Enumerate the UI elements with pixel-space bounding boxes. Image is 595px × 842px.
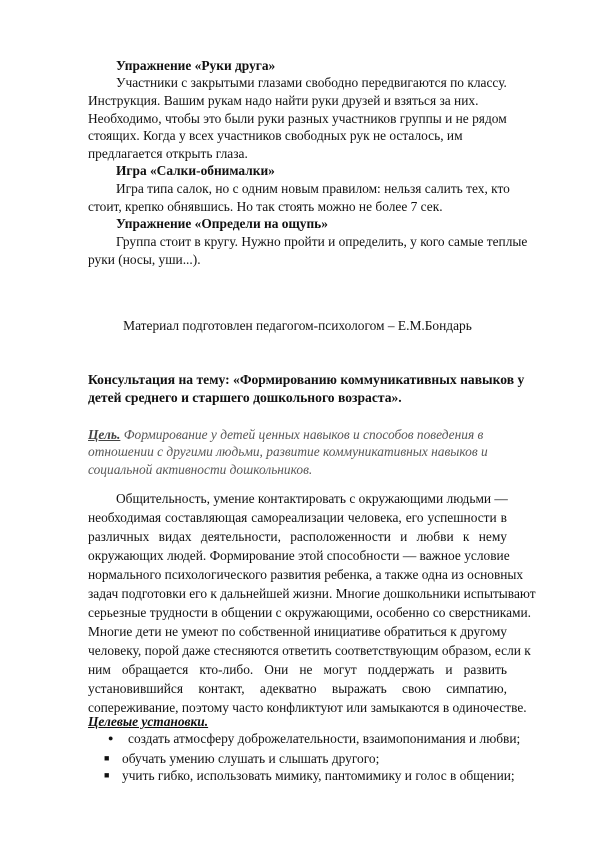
- goal-line: [88, 426, 483, 443]
- goal-line: отношении с другими людьми, развитие коммуникативных навыков и: [88, 444, 488, 459]
- consultation-title: детей среднего и старшего дошкольного возраста».: [88, 390, 402, 405]
- paragraph-line: серьезные трудности в общении с окружающими, особенно со сверстниками.: [88, 605, 532, 620]
- text-line: предлагается открыть глаза.: [88, 146, 248, 161]
- bullet-icon: ■: [104, 753, 110, 763]
- paragraph-line: сопереживание, поэтому часто конфликтуют или замыкаются в одиночестве.: [88, 700, 527, 715]
- paragraph-line: нормального психологического развития ребенка, а также одна из основных: [88, 567, 524, 582]
- text-line: стоящих. Когда у всех участников свободных рук не осталось, им: [88, 128, 463, 143]
- consultation-title: Консультация на тему: «Формированию коммуникативных навыков у: [88, 372, 525, 387]
- paragraph-line: Многие дети не умеют по собственной инициативе обратиться к другому: [88, 624, 507, 639]
- list-item: создать атмосферу доброжелательности, взаимопонимания и любви;: [128, 731, 521, 746]
- paragraph-line: ним обращается кто-либо. Они не могут поддержать и развить: [88, 662, 507, 677]
- text-line: стоит, крепко обнявшись. Но так стоять можно не более 7 сек.: [88, 199, 443, 214]
- paragraph-line: различных видах деятельности, расположенности и любви к нему: [88, 529, 507, 544]
- text-line: Необходимо, чтобы это были руки разных участников группы и не рядом: [88, 111, 507, 126]
- text-line: Участники с закрытыми глазами свободно передвигаются по классу.: [116, 75, 507, 90]
- targets-title: Целевые установки.: [88, 714, 209, 729]
- goal-text: Формирование у детей ценных навыков и способов поведения в: [123, 427, 484, 442]
- text-line: Группа стоит в кругу. Нужно пройти и определить, у кого самые теплые: [116, 234, 528, 249]
- bullet-icon: ●: [108, 733, 114, 743]
- exercise-title-hands: Упражнение «Руки друга»: [116, 58, 276, 73]
- list-item: обучать умению слушать и слышать другого;: [122, 751, 380, 766]
- text-line: руки (носы, уши...).: [88, 252, 201, 267]
- bullet-icon: ■: [104, 770, 110, 780]
- paragraph-line: Общительность, умение контактировать с окружающими людьми —: [116, 491, 508, 506]
- game-title: Игра «Салки-обнималки»: [116, 163, 275, 178]
- paragraph-line: окружающих людей. Формирование этой способности — важное условие: [88, 548, 510, 563]
- text-line: Игра типа салок, но с одним новым правилом: нельзя салить тех, кто: [116, 181, 510, 196]
- paragraph-line: задач подготовки его к дальнейшей жизни. Многие дошкольники испытывают: [88, 586, 536, 601]
- list-item: учить гибко, использовать мимику, пантомимику и голос в общении;: [122, 768, 515, 783]
- paragraph-line: необходимая составляющая самореализации человека, его успешности в: [88, 510, 507, 525]
- paragraph-line: человеку, порой даже стесняются ответить соответствующим образом, если к: [88, 643, 531, 658]
- goal-line: социальной активности дошкольников.: [88, 462, 313, 477]
- exercise-title-touch: Упражнение «Определи на ощупь»: [116, 216, 328, 231]
- author-credit: Материал подготовлен педагогом-психологом – Е.М.Бондарь: [123, 318, 472, 333]
- paragraph-line: установившийся контакт, адекватно выражать свою симпатию,: [88, 681, 507, 696]
- goal-label: Цель.: [88, 427, 121, 442]
- text-line: Инструкция. Вашим рукам надо найти руки друзей и взяться за них.: [88, 93, 479, 108]
